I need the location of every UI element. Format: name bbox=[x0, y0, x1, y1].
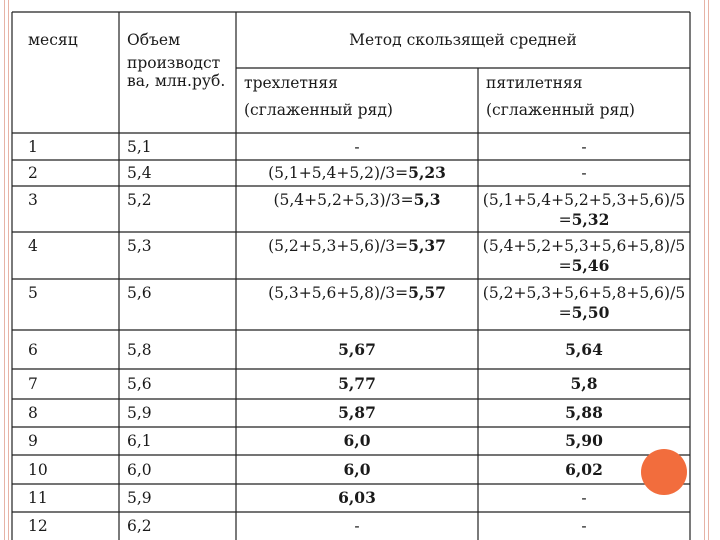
header-method: Метод скользящей средней bbox=[349, 31, 577, 49]
cell-five-year bbox=[478, 190, 690, 210]
cell-volume-text: 5,9 bbox=[127, 404, 152, 422]
cell-month-text: 4 bbox=[28, 237, 38, 255]
cell-month bbox=[20, 403, 38, 423]
cell-month-text: 1 bbox=[28, 137, 38, 156]
cell-five-year-result-text: = bbox=[558, 257, 572, 275]
cell-month-text: 11 bbox=[28, 489, 48, 507]
cell-three-year-result: 6,03 bbox=[338, 488, 376, 507]
orange-circle-decoration bbox=[641, 449, 687, 495]
cell-month-text: 12 bbox=[28, 517, 48, 535]
cell-five-year-text: - bbox=[581, 137, 587, 156]
cell-volume bbox=[119, 460, 152, 480]
header-three-year-sub: (сглаженный ряд) bbox=[244, 101, 393, 119]
cell-five-year bbox=[478, 516, 690, 536]
header-five-year: пятилетняя bbox=[486, 74, 583, 92]
cell-three-year bbox=[236, 431, 478, 451]
cell-three-year-result: 6,0 bbox=[343, 431, 371, 450]
cell-five-year-result-text: = bbox=[558, 211, 572, 229]
cell-five-year-result: 6,02 bbox=[565, 459, 603, 479]
cell-volume bbox=[119, 488, 152, 508]
cell-three-year-result: 5,3 bbox=[413, 190, 441, 209]
header-volume-line-2: производст bbox=[127, 54, 221, 72]
cell-five-year-text: (5,1+5,4+5,2+5,3+5,6)/5 bbox=[482, 191, 686, 209]
cell-three-year bbox=[236, 403, 478, 423]
cell-three-year bbox=[236, 190, 478, 210]
cell-five-year bbox=[478, 236, 690, 256]
cell-three-year-text: - bbox=[354, 137, 360, 156]
cell-five-year-result bbox=[478, 210, 690, 230]
cell-volume bbox=[119, 340, 152, 360]
header-month: месяц bbox=[28, 31, 78, 49]
header-volume-line-3: ва, млн.руб. bbox=[127, 72, 226, 90]
cell-five-year bbox=[478, 403, 690, 423]
cell-volume-text: 5,2 bbox=[127, 191, 152, 209]
header-five-year-sub: (сглаженный ряд) bbox=[486, 101, 635, 119]
header-volume-line-1: Объем bbox=[127, 31, 181, 49]
cell-month-text: 7 bbox=[28, 375, 38, 393]
cell-five-year-result: 5,64 bbox=[565, 339, 603, 359]
cell-five-year-text: - bbox=[581, 489, 587, 507]
cell-three-year bbox=[236, 516, 478, 536]
cell-three-year bbox=[236, 374, 478, 394]
cell-three-year-text: - bbox=[354, 517, 360, 535]
cell-month bbox=[20, 163, 38, 183]
cell-volume-text: 6,2 bbox=[127, 517, 152, 535]
cell-three-year-text: (5,4+5,2+5,3)/3= bbox=[273, 191, 414, 209]
cell-volume-text: 6,1 bbox=[127, 432, 152, 450]
cell-volume-text: 5,3 bbox=[127, 237, 152, 255]
cell-five-year-result-result: 5,50 bbox=[571, 303, 610, 322]
cell-month bbox=[20, 516, 48, 536]
cell-three-year-result: 5,87 bbox=[338, 403, 376, 422]
cell-volume bbox=[119, 516, 152, 536]
cell-month bbox=[20, 137, 38, 157]
cell-month-text: 6 bbox=[28, 340, 38, 359]
cell-five-year-text: - bbox=[581, 164, 587, 182]
cell-volume-text: 6,0 bbox=[127, 460, 152, 479]
cell-five-year bbox=[478, 431, 690, 451]
cell-volume-text: 5,8 bbox=[127, 340, 152, 359]
cell-three-year bbox=[236, 340, 478, 360]
cell-three-year bbox=[236, 283, 478, 303]
cell-five-year-result: 5,90 bbox=[565, 431, 603, 450]
cell-month bbox=[20, 190, 38, 210]
cell-three-year-result: 5,37 bbox=[408, 236, 446, 255]
cell-five-year-result bbox=[478, 256, 690, 276]
cell-month-text: 8 bbox=[28, 404, 38, 422]
cell-five-year bbox=[478, 340, 690, 360]
cell-three-year-result: 6,0 bbox=[343, 459, 371, 479]
cell-month-text: 9 bbox=[28, 432, 38, 450]
cell-three-year-result: 5,67 bbox=[338, 339, 376, 359]
cell-month bbox=[20, 488, 48, 508]
cell-month-text: 10 bbox=[28, 460, 48, 479]
cell-three-year-result: 5,23 bbox=[408, 163, 446, 182]
cell-three-year bbox=[236, 460, 478, 480]
cell-five-year-result-text: = bbox=[558, 304, 572, 322]
cell-five-year-text: - bbox=[581, 517, 587, 535]
cell-month-text: 2 bbox=[28, 164, 38, 182]
cell-month-text: 5 bbox=[28, 284, 38, 302]
cell-volume-text: 5,6 bbox=[127, 284, 152, 302]
cell-three-year-text: (5,3+5,6+5,8)/3= bbox=[268, 284, 409, 302]
cell-three-year bbox=[236, 488, 478, 508]
cell-five-year-result: 5,8 bbox=[570, 374, 598, 393]
cell-three-year bbox=[236, 236, 478, 256]
cell-volume-text: 5,6 bbox=[127, 375, 152, 393]
cell-volume-text: 5,9 bbox=[127, 489, 152, 507]
cell-month bbox=[20, 460, 48, 480]
cell-five-year bbox=[478, 374, 690, 394]
cell-five-year-text: (5,2+5,3+5,6+5,8+5,6)/5 bbox=[482, 284, 686, 302]
cell-month bbox=[20, 340, 38, 360]
cell-volume bbox=[119, 431, 152, 451]
cell-three-year-result: 5,57 bbox=[408, 283, 446, 302]
cell-five-year bbox=[478, 163, 690, 183]
cell-month bbox=[20, 374, 38, 394]
cell-five-year-result-result: 5,46 bbox=[571, 256, 610, 275]
cell-five-year bbox=[478, 137, 690, 157]
cell-five-year-result bbox=[478, 303, 690, 323]
cell-volume bbox=[119, 236, 152, 256]
header-three-year: трехлетняя bbox=[244, 74, 338, 92]
cell-three-year-result: 5,77 bbox=[338, 374, 376, 393]
cell-five-year bbox=[478, 283, 690, 303]
cell-three-year bbox=[236, 163, 478, 183]
cell-month bbox=[20, 283, 38, 303]
cell-volume bbox=[119, 374, 152, 394]
cell-five-year-result-result: 5,32 bbox=[571, 210, 610, 229]
cell-three-year bbox=[236, 137, 478, 157]
cell-five-year-text: (5,4+5,2+5,3+5,6+5,8)/5 bbox=[482, 237, 686, 255]
cell-month-text: 3 bbox=[28, 191, 38, 209]
cell-volume-text: 5,4 bbox=[127, 164, 152, 182]
cell-month bbox=[20, 236, 38, 256]
cell-three-year-text: (5,1+5,4+5,2)/3= bbox=[268, 164, 409, 182]
cell-volume bbox=[119, 190, 152, 210]
cell-volume bbox=[119, 403, 152, 423]
cell-three-year-text: (5,2+5,3+5,6)/3= bbox=[268, 237, 409, 255]
cell-five-year-result: 5,88 bbox=[565, 403, 603, 422]
cell-volume-text: 5,1 bbox=[127, 137, 152, 156]
cell-volume bbox=[119, 283, 152, 303]
cell-month bbox=[20, 431, 38, 451]
cell-volume bbox=[119, 163, 152, 183]
cell-volume bbox=[119, 137, 152, 157]
